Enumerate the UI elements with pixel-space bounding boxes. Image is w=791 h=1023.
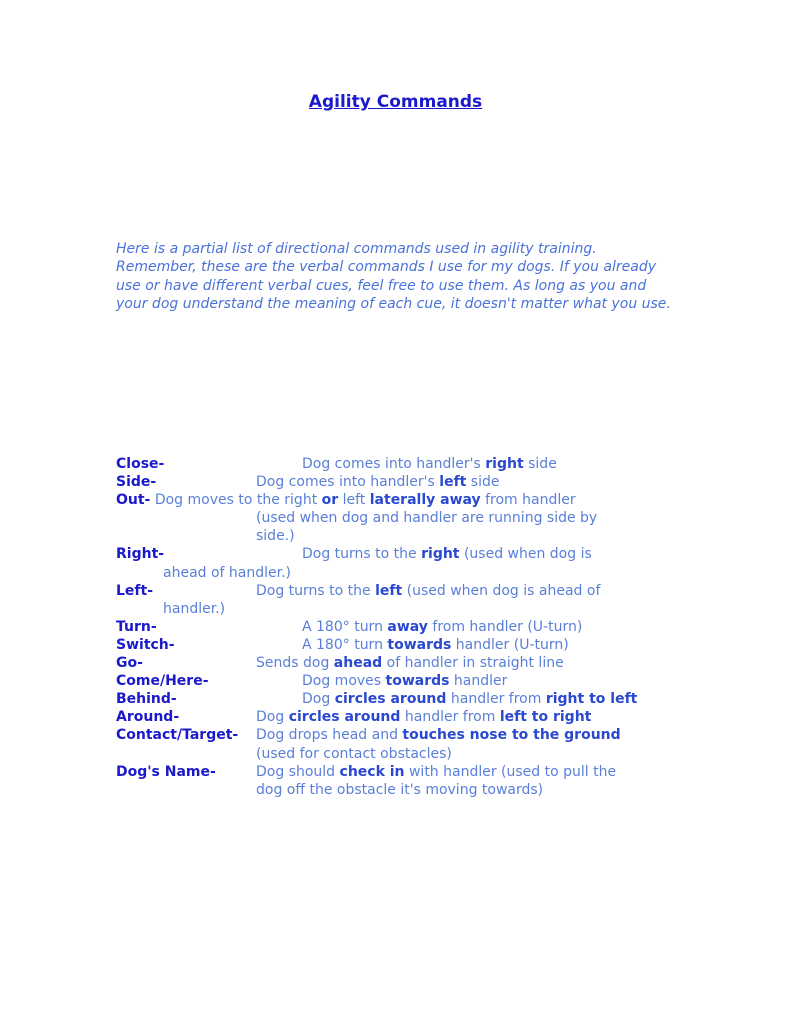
command-keyword: left to right	[499, 709, 592, 726]
command-behind	[116, 690, 716, 708]
command-text: with handler (used to pull the	[404, 763, 617, 780]
command-list	[116, 455, 716, 799]
command-close	[116, 455, 716, 473]
command-text: from handler	[480, 492, 576, 509]
command-term: Dog's Name-	[116, 763, 216, 780]
command-contact-target	[116, 726, 716, 744]
page-title: Agility Commands	[308, 92, 483, 112]
command-text: Dog drops head and	[256, 727, 403, 744]
command-text: handler from	[446, 691, 546, 708]
command-left-continued: handler.)	[163, 600, 226, 617]
command-term: Go-	[116, 655, 143, 672]
command-term: Side-	[116, 474, 157, 491]
command-keyword: towards	[385, 673, 450, 690]
command-right	[116, 545, 716, 563]
command-text: Dog should	[256, 763, 340, 780]
command-keyword: circles around	[288, 709, 401, 726]
command-keyword: right	[421, 546, 460, 563]
command-term: Around-	[116, 709, 180, 726]
command-text: Dog comes into handler's	[302, 456, 486, 472]
command-out	[116, 491, 716, 509]
command-turn	[116, 618, 716, 636]
command-text: Dog moves	[302, 673, 386, 690]
command-text: handler	[449, 673, 508, 690]
command-text: handler from	[400, 709, 500, 726]
command-keyword: left	[439, 474, 467, 491]
command-text: of handler in straight line	[382, 655, 564, 672]
command-keyword: towards	[387, 636, 452, 653]
command-text: Dog comes into handler's	[256, 474, 440, 491]
command-term: Switch-	[116, 636, 175, 653]
command-term: Turn-	[116, 618, 157, 635]
command-keyword: circles around	[334, 691, 447, 708]
command-term: Left-	[116, 582, 154, 599]
command-text: Dog	[256, 709, 289, 726]
command-keyword: right to left	[545, 691, 638, 708]
command-keyword: or	[321, 492, 339, 509]
command-come-here	[116, 672, 716, 690]
command-dogs-name	[116, 763, 716, 781]
command-right-continued: ahead of handler.)	[163, 564, 292, 581]
command-switch	[116, 636, 716, 654]
command-keyword: ahead	[333, 655, 383, 672]
command-text: Dog	[302, 691, 335, 708]
command-out-continued: side.)	[256, 528, 295, 545]
command-around	[116, 708, 716, 726]
command-text: A 180° turn	[302, 636, 388, 653]
command-keyword: touches nose to the ground	[402, 727, 621, 744]
command-keyword: right	[485, 456, 524, 472]
intro-paragraph: Here is a partial list of directional commands used in agility training. Remember, these are the verbal commands I use for my dogs. If you already use or have different verbal cues, feel free to use them. As long as you and your dog understand the meaning of each cue, it doesn't matter what you use.	[116, 241, 671, 312]
command-term: Out-	[116, 492, 151, 509]
command-text: Sends dog	[256, 655, 334, 672]
command-text: left	[338, 492, 370, 509]
command-text: (used when dog is ahead of	[402, 582, 601, 599]
command-contact-continued: (used for contact obstacles)	[256, 745, 452, 762]
command-term: Come/Here-	[116, 673, 209, 690]
command-text: (used when dog is	[459, 546, 592, 563]
command-text: side	[523, 456, 557, 472]
command-term: Close-	[116, 456, 165, 472]
command-out-continued: (used when dog and handler are running side by	[256, 510, 598, 527]
command-dogs-name-continued: dog off the obstacle it's moving towards)	[256, 781, 544, 798]
command-term: Right-	[116, 546, 165, 563]
command-text: Dog turns to the	[302, 546, 422, 563]
command-side	[116, 473, 716, 491]
command-text: Dog turns to the	[256, 582, 376, 599]
command-text: A 180° turn	[302, 618, 388, 635]
command-text: side	[466, 474, 500, 491]
command-left	[116, 582, 716, 600]
command-keyword: laterally away	[369, 492, 481, 509]
command-term: Contact/Target-	[116, 727, 239, 744]
command-keyword: check in	[339, 763, 405, 780]
command-go	[116, 654, 716, 672]
command-text: handler (U-turn)	[451, 636, 569, 653]
command-keyword: away	[387, 618, 428, 635]
command-term: Behind-	[116, 691, 177, 708]
command-keyword: left	[375, 582, 403, 599]
command-text: Dog moves to the right	[150, 492, 322, 509]
command-text: from handler (U-turn)	[427, 618, 583, 635]
